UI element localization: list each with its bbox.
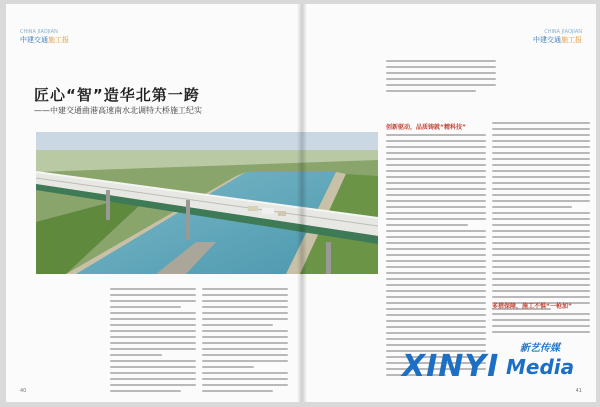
section-heading-1: 创新驱动，品质铸就“精科技” bbox=[386, 124, 466, 131]
brand-line: CHINA JIAOJIAN bbox=[20, 29, 58, 35]
article-subtitle: ——中建交通曲港高速南水北调特大桥施工纪实 bbox=[34, 106, 202, 115]
brand-name: 中建交通 bbox=[20, 36, 48, 44]
left-text-column-2 bbox=[202, 288, 288, 396]
right-header-brand bbox=[533, 28, 582, 44]
watermark-cn: 新艺传媒 bbox=[520, 343, 560, 354]
left-header-brand bbox=[20, 28, 69, 44]
magazine-spread bbox=[6, 4, 596, 402]
bridge-photo-graphic bbox=[36, 132, 378, 274]
intro-paragraph bbox=[386, 60, 496, 96]
article-title: 匠心“智”造华北第一跨 bbox=[34, 86, 200, 104]
bridge-aerial-photo bbox=[36, 132, 378, 274]
brand-highlight: 施工报 bbox=[561, 36, 582, 44]
left-text-column-1 bbox=[110, 288, 196, 396]
xinyi-media-watermark bbox=[402, 339, 582, 391]
left-page-number: 40 bbox=[20, 388, 27, 394]
right-page-number: 41 bbox=[575, 388, 582, 394]
right-text-column-3 bbox=[492, 313, 590, 337]
brand-line: CHINA JIAOJIAN bbox=[544, 29, 582, 35]
right-text-column-2 bbox=[492, 122, 590, 314]
page-gutter bbox=[297, 4, 307, 402]
brand-name: 中建交通 bbox=[533, 36, 561, 44]
watermark-suffix: Media bbox=[506, 355, 575, 379]
watermark-name: XINYI bbox=[402, 349, 500, 384]
section-heading-2: 多措保障，施工不惧“一枪加” bbox=[492, 303, 572, 310]
brand-highlight: 施工报 bbox=[48, 36, 69, 44]
